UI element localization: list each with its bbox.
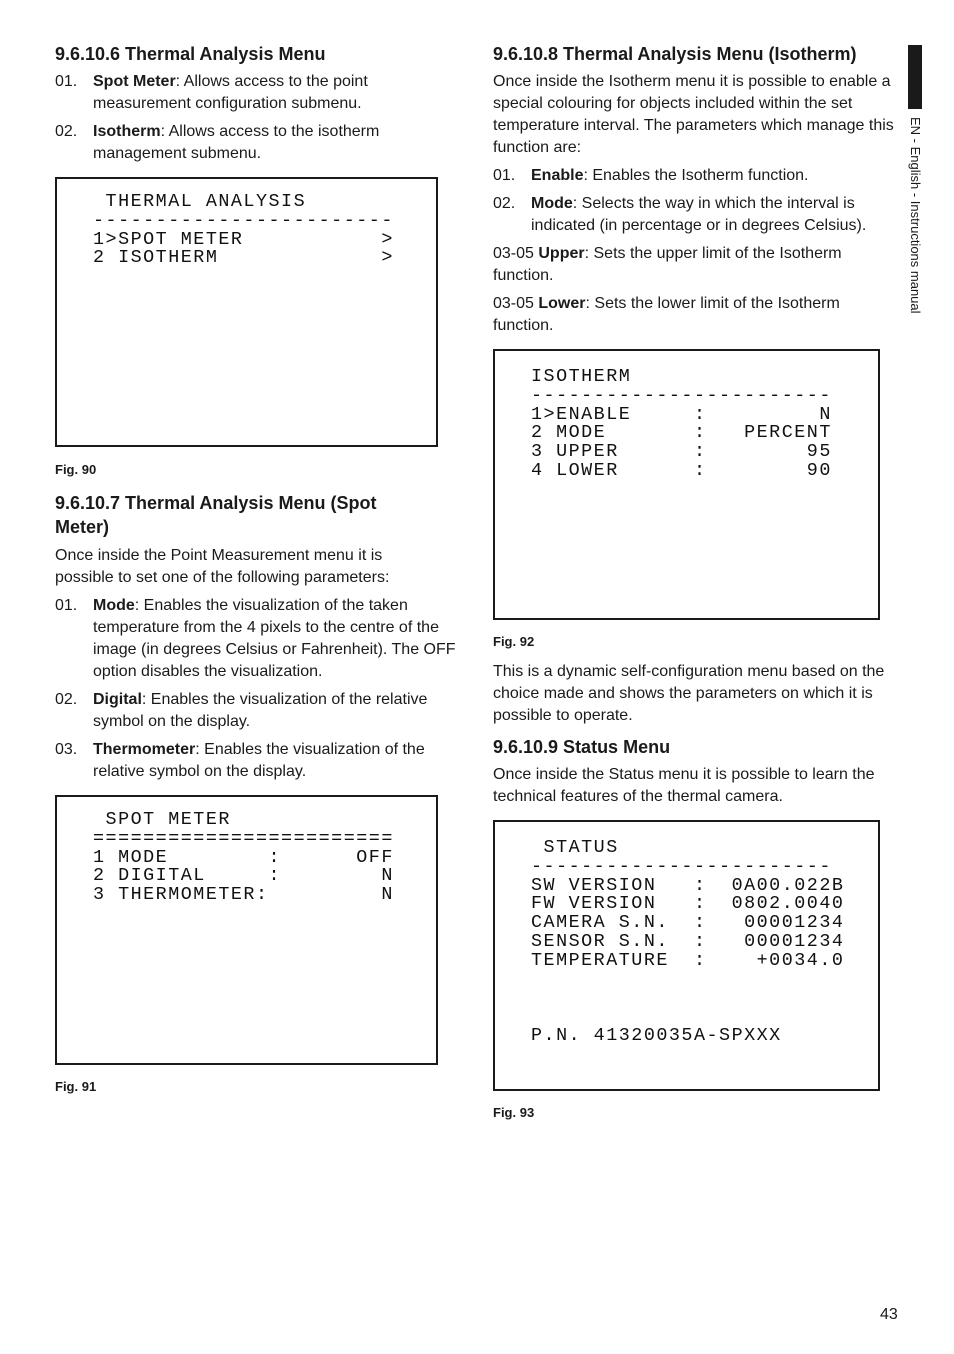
item-desc: : Enables the visualization of the taken temperature from the 4 pixels to the centre of the image (in degrees Celsius or Fahrenheit). The OFF option disables the visualization. xyxy=(93,597,456,680)
item-term: Thermometer xyxy=(93,741,196,758)
item-number: 01. xyxy=(55,597,78,614)
side-tab-bar xyxy=(908,45,922,109)
item-prefix: 03-05 xyxy=(493,245,539,262)
item-desc: : Allows access to the isotherm management submenu. xyxy=(93,123,380,162)
list-item xyxy=(493,165,898,187)
spot-meter-menu-screen xyxy=(55,795,438,1065)
menu-text: SPOT METER ======================== 1 MODE : OFF 2 DIGITAL : N 3 THERMOMETER: N xyxy=(93,809,394,906)
item-desc: : Enables the Isotherm function. xyxy=(583,167,809,184)
side-tab-label: EN - English - Instructions manual xyxy=(908,117,923,314)
menu-text: THERMAL ANALYSIS ------------------------ 1>SPOT METER > 2 ISOTHERM > xyxy=(93,191,394,269)
heading-line: 9.6.10.7 Thermal Analysis Menu (Spot xyxy=(55,493,377,513)
isotherm-note: This is a dynamic self-configuration menu based on the choice made and shows the parameters on which it is possible to operate. xyxy=(493,663,885,724)
item-desc: : Enables the visualization of the relative symbol on the display. xyxy=(93,691,428,730)
isotherm-menu-screen xyxy=(493,349,880,620)
item-prefix: 03-05 xyxy=(493,295,539,312)
item-term: Enable xyxy=(531,167,584,184)
item-desc: : Sets the upper limit of the Isotherm function. xyxy=(493,245,842,284)
item-term: Lower xyxy=(538,295,586,312)
heading-line: Meter) xyxy=(55,517,110,537)
figure-caption: Fig. 91 xyxy=(55,1079,97,1094)
heading-status: 9.6.10.9 Status Menu xyxy=(493,737,671,757)
menu-text: STATUS ------------------------ SW VERSION : 0A00.022B FW VERSION : 0802.0040 CAMERA S.N. : 00001234 SENSOR S.N. : 00001234 TEMPERATURE : +0034.0 P.N. 41320035A-SPXXX xyxy=(531,837,845,1046)
isotherm-intro: Once inside the Isotherm menu it is possible to enable a special colouring for objects included within the set temperature interval. The parameters which manage this function are: xyxy=(493,73,894,156)
item-number: 01. xyxy=(55,73,78,90)
list-item xyxy=(55,689,460,733)
item-number: 02. xyxy=(55,123,78,140)
item-term: Spot Meter xyxy=(93,73,176,90)
item-number: 02. xyxy=(493,195,516,212)
list-item xyxy=(493,193,898,237)
item-term: Mode xyxy=(531,195,573,212)
figure-caption: Fig. 93 xyxy=(493,1105,535,1120)
figure-caption: Fig. 90 xyxy=(55,462,97,477)
status-intro: Once inside the Status menu it is possible to learn the technical features of the thermal camera. xyxy=(493,766,875,805)
item-term: Digital xyxy=(93,691,142,708)
item-number: 03. xyxy=(55,741,78,758)
list-item xyxy=(55,739,460,783)
list-item xyxy=(55,71,460,115)
item-number: 01. xyxy=(493,167,516,184)
isotherm-upper xyxy=(493,243,898,287)
item-term: Upper xyxy=(538,245,585,262)
heading-spot-meter xyxy=(55,491,455,539)
item-term: Isotherm xyxy=(93,123,161,140)
item-desc: : Sets the lower limit of the Isotherm function. xyxy=(493,295,840,334)
list-item xyxy=(55,121,460,165)
item-desc: : Selects the way in which the interval is indicated (in percentage or in degrees Celsius). xyxy=(531,195,867,234)
item-desc: : Enables the visualization of the relative symbol on the display. xyxy=(93,741,425,780)
spot-meter-intro: Once inside the Point Measurement menu it is possible to set one of the following parameters: xyxy=(55,547,390,586)
list-item xyxy=(55,595,460,683)
isotherm-lower xyxy=(493,293,898,337)
item-number: 02. xyxy=(55,691,78,708)
menu-text: ISOTHERM ------------------------ 1>ENABLE : N 2 MODE : PERCENT 3 UPPER : 95 4 LOWER : 90 xyxy=(531,366,832,481)
heading-thermal-analysis: 9.6.10.6 Thermal Analysis Menu xyxy=(55,44,326,64)
item-term: Mode xyxy=(93,597,135,614)
status-menu-screen xyxy=(493,820,880,1091)
figure-caption: Fig. 92 xyxy=(493,634,535,649)
item-desc: : Allows access to the point measurement configuration submenu. xyxy=(93,73,368,112)
page-number: 43 xyxy=(880,1306,898,1323)
thermal-analysis-menu-screen xyxy=(55,177,438,447)
heading-isotherm: 9.6.10.8 Thermal Analysis Menu (Isotherm) xyxy=(493,44,857,64)
